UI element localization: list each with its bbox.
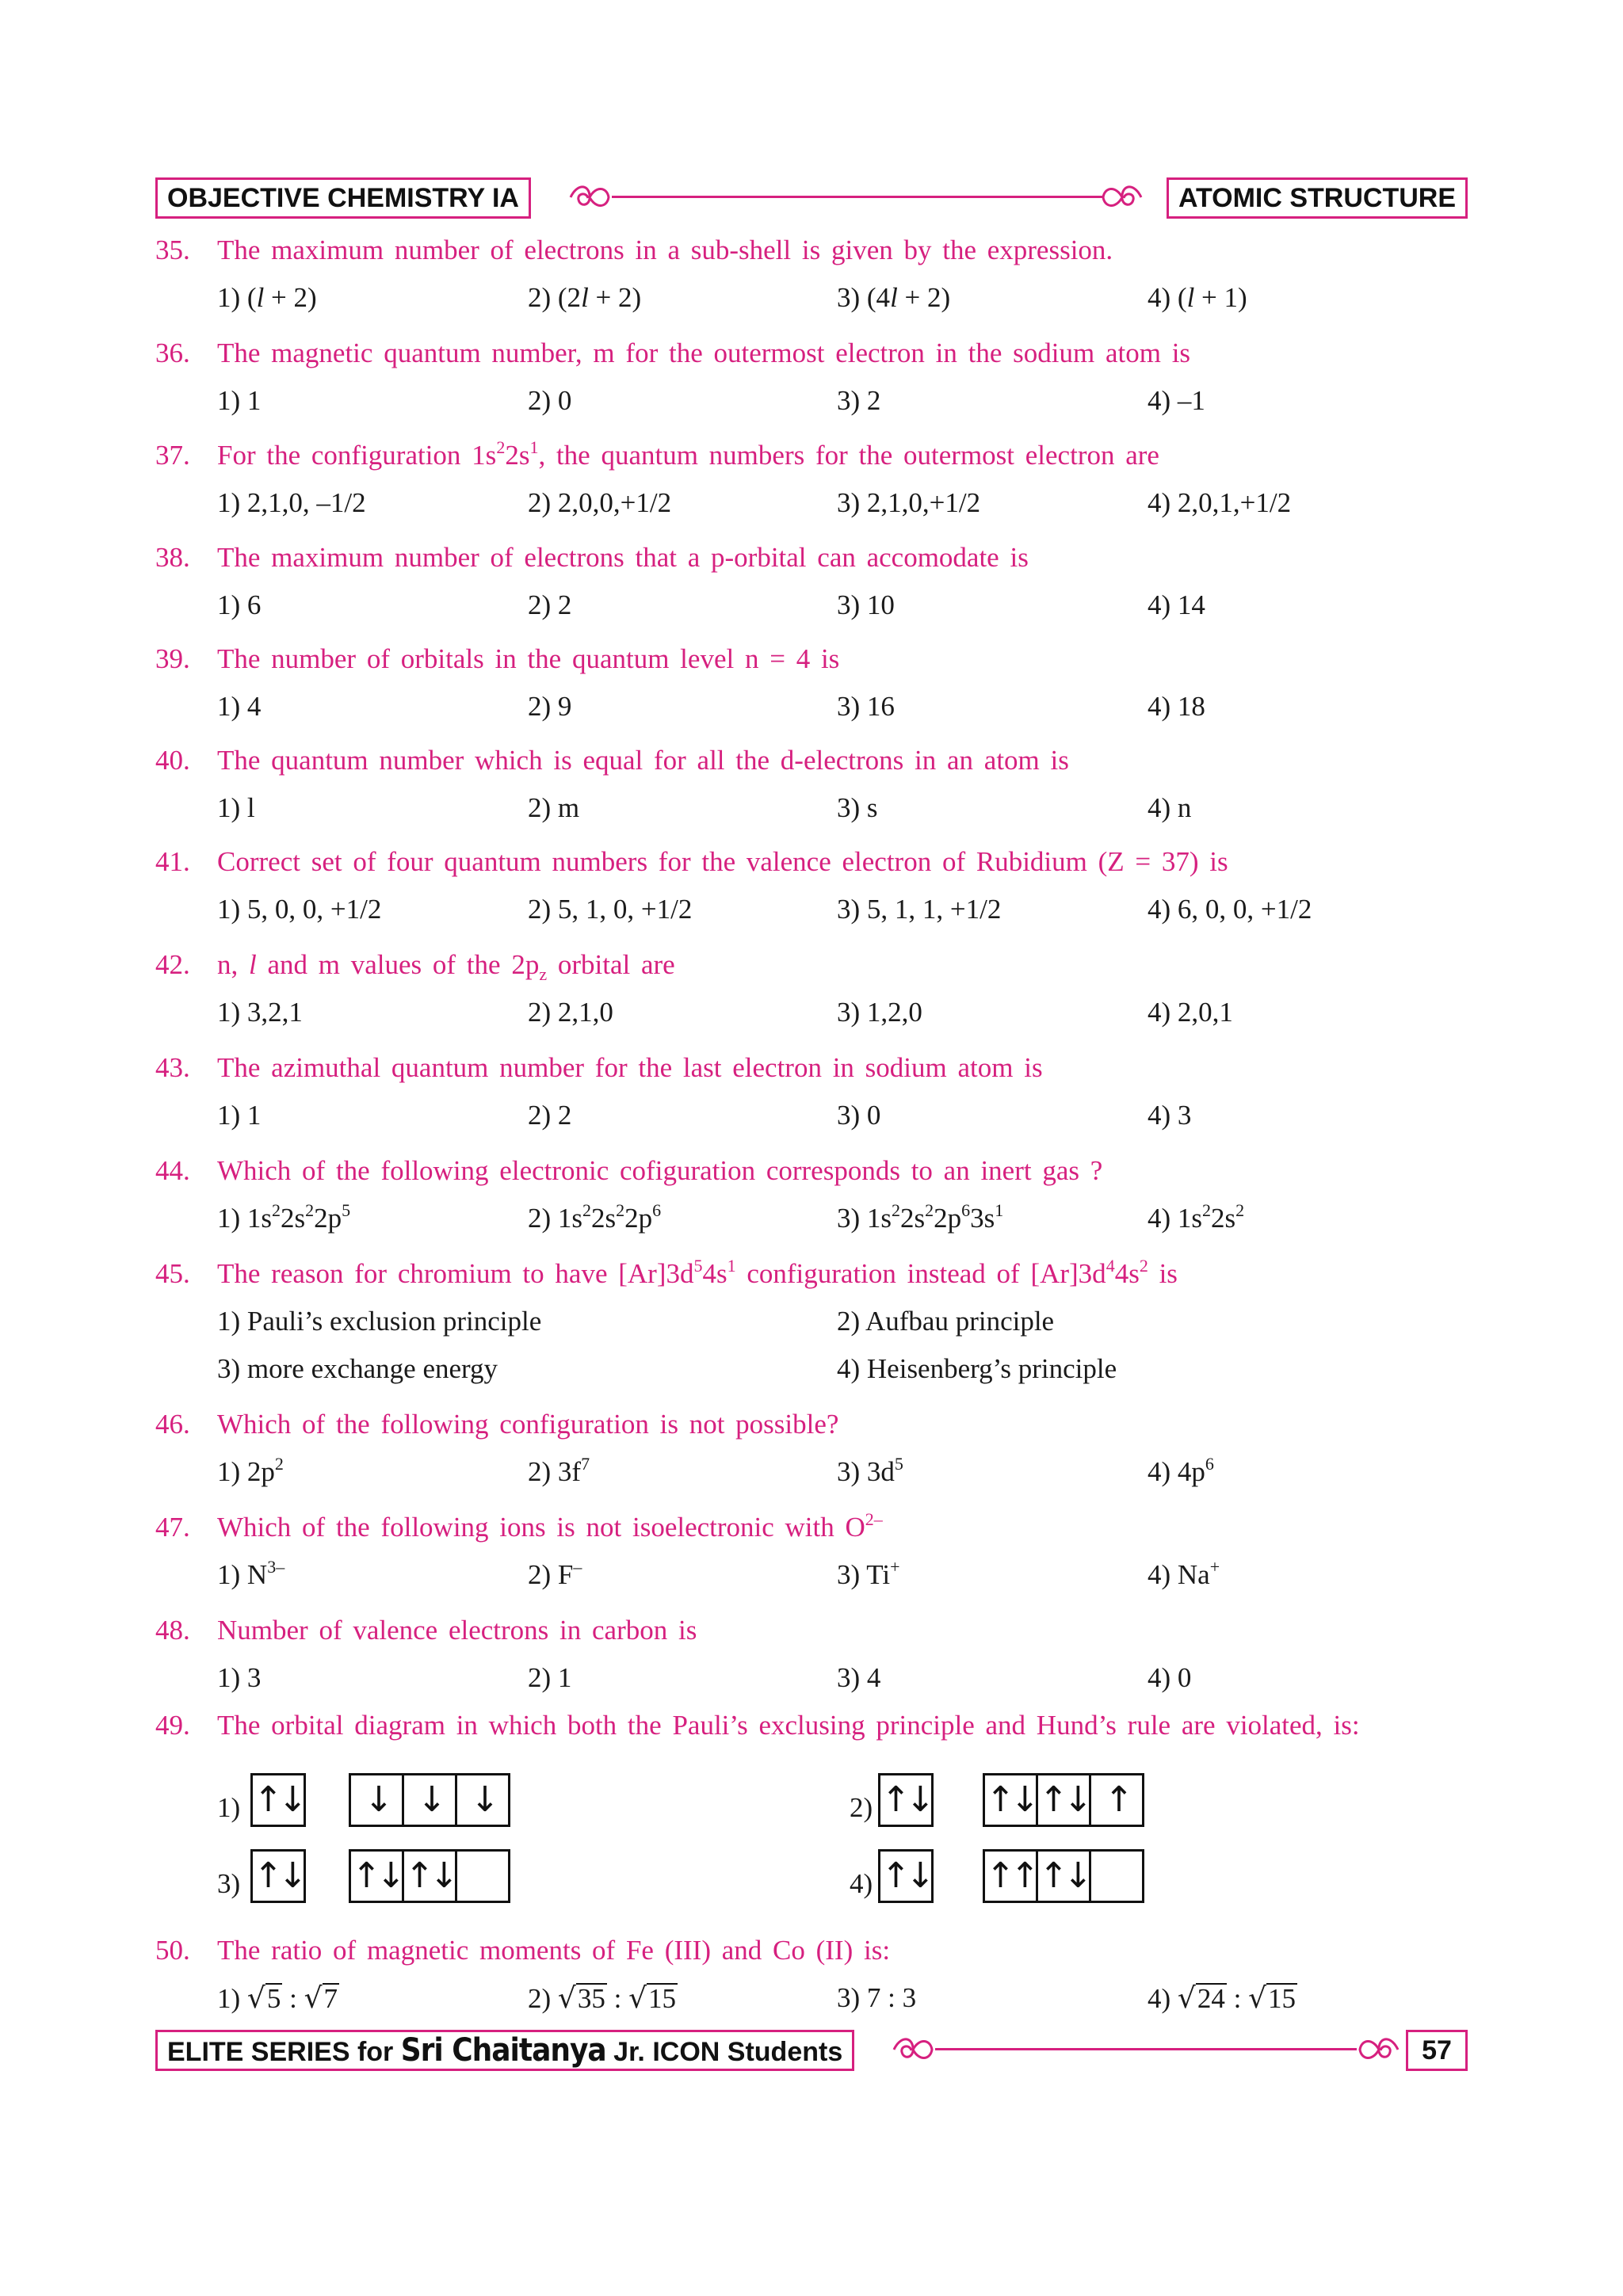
question-number: 41. xyxy=(155,846,190,877)
question-text: Correct set of four quantum numbers for the valence electron of Rubidium (Z = 37) is xyxy=(217,846,1228,877)
page-header xyxy=(155,177,1468,217)
question-44 xyxy=(155,1155,1471,1203)
option: 1) Pauli’s exclusion principle xyxy=(217,1306,542,1337)
option: 3) more exchange energy xyxy=(217,1353,498,1384)
option: 3) 10 xyxy=(837,589,895,620)
options-38 xyxy=(155,589,1471,637)
option: 2) 2,0,0,+1/2 xyxy=(528,487,672,518)
ornament-icon xyxy=(891,2030,935,2069)
question-41 xyxy=(155,846,1471,894)
option: 3) 0 xyxy=(837,1100,881,1131)
sqrt-icon: √ xyxy=(557,1982,576,2015)
orbital-cell: ↑↓ xyxy=(1038,1775,1091,1825)
option-label: 1) xyxy=(217,1792,241,1823)
option: 2) (2l + 2) xyxy=(528,282,642,313)
option: 2) 9 xyxy=(528,691,572,722)
question-list xyxy=(155,235,1471,2030)
option: 2) 2 xyxy=(528,589,572,620)
question-text: For the configuration $1s^22s^1$, the quantum numbers for the outermost electron are xyxy=(217,437,1159,471)
orbital-p-boxes xyxy=(983,1773,1144,1827)
sqrt-icon: √ xyxy=(304,1982,323,2015)
option: 3) 1,2,0 xyxy=(837,997,922,1028)
ornament-icon xyxy=(1100,177,1144,217)
question-text: The reason for chromium to have $[Ar]3d^54s^1$ configuration instead of $[Ar]3d^44s^2$ is xyxy=(217,1256,1178,1289)
options-36 xyxy=(155,385,1471,433)
header-chapter-title: ATOMIC STRUCTURE xyxy=(1167,177,1468,219)
options-42 xyxy=(155,997,1471,1044)
question-48 xyxy=(155,1615,1471,1662)
footer-rule xyxy=(935,2048,1357,2050)
orbital-cell: ↑ xyxy=(1104,1779,1129,1820)
question-text: Which of the following electronic cofiguration corresponds to an inert gas ? xyxy=(217,1155,1103,1186)
orbital-cell: ↑↓ xyxy=(254,1779,303,1820)
sqrt-icon: √ xyxy=(246,1982,265,2015)
footer-prefix: ELITE SERIES for xyxy=(167,2037,394,2067)
orbital-cell: ↑↓ xyxy=(404,1852,457,1901)
option: 1) 2,1,0, –1/2 xyxy=(217,487,366,518)
option: 4) 2,0,1,+1/2 xyxy=(1148,487,1292,518)
question-38 xyxy=(155,542,1471,589)
orbital-cell: ↑↓ xyxy=(254,1855,303,1896)
option-number: 2) xyxy=(528,1983,552,2014)
option: 1) $1s^22s^22p^5$ xyxy=(217,1200,351,1234)
options-46 xyxy=(155,1456,1471,1504)
question-36 xyxy=(155,338,1471,385)
sqrt-icon: √ xyxy=(1177,1982,1196,2015)
option: 1) √5 : √7 xyxy=(217,1982,338,2015)
options-45a xyxy=(155,1306,1471,1353)
question-37 xyxy=(155,437,1471,487)
option: 3) 7 : 3 xyxy=(837,1982,917,2013)
orbital-cell: ↑↓ xyxy=(881,1779,930,1820)
options-39 xyxy=(155,691,1471,738)
option: 2) 2,1,0 xyxy=(528,997,613,1028)
option: 4) n xyxy=(1148,792,1192,823)
question-text: Which of the following ions is not isoelectronic with $O^{2-}$ xyxy=(217,1509,883,1543)
footer-suffix: Jr. ICON Students xyxy=(613,2037,843,2067)
orbital-cell xyxy=(457,1852,508,1901)
orbital-s-box xyxy=(250,1849,306,1903)
question-number: 42. xyxy=(155,949,190,980)
question-text: The quantum number which is equal for all the d-electrons in an atom is xyxy=(217,745,1069,776)
question-number: 38. xyxy=(155,542,190,573)
option: 4) $4p^6$ xyxy=(1148,1454,1214,1487)
orbital-s-box xyxy=(878,1849,934,1903)
options-50 xyxy=(155,1982,1471,2030)
question-number: 39. xyxy=(155,643,190,674)
radicand: 15 xyxy=(648,1983,677,2014)
options-48 xyxy=(155,1662,1471,1710)
orbital-cell: ↑↓ xyxy=(351,1852,404,1901)
question-40 xyxy=(155,745,1471,792)
header-book-title: OBJECTIVE CHEMISTRY IA xyxy=(155,177,531,219)
orbital-cell: ↑↓ xyxy=(1038,1852,1091,1901)
option: 2) 2 xyxy=(528,1100,572,1131)
question-number: 50. xyxy=(155,1935,190,1966)
option: 4) 14 xyxy=(1148,589,1205,620)
option: 2) 0 xyxy=(528,385,572,416)
option-number: 4) xyxy=(1148,1983,1171,2014)
question-35 xyxy=(155,235,1471,282)
footer-series-title xyxy=(155,2030,854,2071)
question-number: 36. xyxy=(155,338,190,368)
question-text: The number of orbitals in the quantum level n = 4 is xyxy=(217,643,840,674)
orbital-p-boxes xyxy=(349,1849,510,1903)
question-number: 46. xyxy=(155,1409,190,1440)
orbital-s-box xyxy=(878,1773,934,1827)
header-rule xyxy=(612,196,1103,198)
orbital-p-boxes xyxy=(983,1849,1144,1903)
options-41 xyxy=(155,894,1471,941)
option: 4) (l + 1) xyxy=(1148,282,1247,313)
question-50 xyxy=(155,1935,1471,1982)
orbital-p-boxes xyxy=(349,1773,510,1827)
option: 2) 1 xyxy=(528,1662,572,1693)
orbital-diagram-row xyxy=(155,1849,1471,1925)
options-35 xyxy=(155,282,1471,330)
question-text: Which of the following configuration is not possible? xyxy=(217,1409,839,1440)
option: 3) Ti+ xyxy=(837,1557,900,1590)
option: 2) 5, 1, 0, +1/2 xyxy=(528,894,693,925)
options-47 xyxy=(155,1559,1471,1607)
question-number: 44. xyxy=(155,1155,190,1186)
option: 2) Aufbau principle xyxy=(837,1306,1055,1337)
orbital-cell: ↑↓ xyxy=(985,1775,1038,1825)
question-number: 37. xyxy=(155,440,190,471)
option: 4) √24 : √15 xyxy=(1148,1982,1296,2015)
question-number: 45. xyxy=(155,1258,190,1289)
options-45b xyxy=(155,1353,1471,1401)
option: 1) 5, 0, 0, +1/2 xyxy=(217,894,382,925)
option: 1) 1 xyxy=(217,385,262,416)
radicand: 15 xyxy=(1268,1983,1296,2014)
question-39 xyxy=(155,643,1471,691)
option: 2) $3f^7$ xyxy=(528,1454,590,1487)
option: 1) 4 xyxy=(217,691,262,722)
option-label: 3) xyxy=(217,1868,241,1899)
option-label: 4) xyxy=(850,1868,873,1899)
option: 4) $1s^22s^2$ xyxy=(1148,1200,1245,1234)
option: 4) Heisenberg’s principle xyxy=(837,1353,1117,1384)
option: 2) m xyxy=(528,792,580,823)
orbital-cell: ↑↓ xyxy=(881,1855,930,1896)
options-40 xyxy=(155,792,1471,840)
orbital-cell: ↓ xyxy=(351,1775,404,1825)
option: 1) 3 xyxy=(217,1662,262,1693)
option: 3) s xyxy=(837,792,878,823)
question-number: 43. xyxy=(155,1052,190,1083)
question-text: The azimuthal quantum number for the last electron in sodium atom is xyxy=(217,1052,1043,1083)
option: 4) 0 xyxy=(1148,1662,1192,1693)
orbital-cell: ↑↑ xyxy=(985,1852,1038,1901)
question-46 xyxy=(155,1409,1471,1456)
brand-logo-text: Sri Chaitanya xyxy=(400,2032,606,2069)
option: 3) (4l + 2) xyxy=(837,282,951,313)
question-49 xyxy=(155,1710,1471,1757)
question-text: The maximum number of electrons that a p-orbital can accomodate is xyxy=(217,542,1029,573)
radicand: 7 xyxy=(323,1983,338,2014)
option: 4) –1 xyxy=(1148,385,1205,416)
question-47 xyxy=(155,1509,1471,1559)
option: 1) $N^{3-}$ xyxy=(217,1557,285,1590)
orbital-cell: ↓ xyxy=(470,1779,495,1820)
options-44 xyxy=(155,1200,1471,1250)
ornament-icon xyxy=(567,177,612,217)
question-number: 35. xyxy=(155,235,190,265)
option: 2) √35 : √15 xyxy=(528,1982,677,2015)
option: 3) $1s^22s^22p^63s^1$ xyxy=(837,1200,1004,1234)
option: 3) $3d^5$ xyxy=(837,1454,903,1487)
option-label: 2) xyxy=(850,1792,873,1823)
question-text: Number of valence electrons in carbon is xyxy=(217,1615,697,1646)
option: 3) 2 xyxy=(837,385,881,416)
option: 1) l xyxy=(217,792,255,823)
option: 2) F– xyxy=(528,1557,582,1590)
options-43 xyxy=(155,1100,1471,1147)
orbital-s-box xyxy=(250,1773,306,1827)
option: 4) 6, 0, 0, +1/2 xyxy=(1148,894,1312,925)
page-footer xyxy=(155,2030,1468,2069)
ornament-icon xyxy=(1357,2030,1401,2069)
sqrt-icon: √ xyxy=(628,1982,647,2015)
question-text: n, l and m values of the $2p_z$ orbital are xyxy=(217,949,675,984)
question-45 xyxy=(155,1258,1471,1306)
option: 2) $1s^22s^22p^6$ xyxy=(528,1200,662,1234)
option: 1) $2p^2$ xyxy=(217,1454,284,1487)
radicand: 5 xyxy=(266,1983,281,2014)
question-number: 47. xyxy=(155,1512,190,1543)
question-43 xyxy=(155,1052,1471,1100)
option: 1) 1 xyxy=(217,1100,262,1131)
page-number: 57 xyxy=(1406,2030,1468,2071)
orbital-cell: ↓ xyxy=(404,1775,457,1825)
radicand: 35 xyxy=(577,1983,605,2014)
question-number: 40. xyxy=(155,745,190,776)
question-text: The maximum number of electrons in a sub-shell is given by the expression. xyxy=(217,235,1113,265)
option: 4) 18 xyxy=(1148,691,1205,722)
option-number: 1) xyxy=(217,1983,241,2014)
question-text: The orbital diagram in which both the Pauli’s exclusing principle and Hund’s rule are violated, is: xyxy=(217,1710,1360,1741)
question-text: The magnetic quantum number, m for the outermost electron in the sodium atom is xyxy=(217,338,1191,368)
option: 3) 5, 1, 1, +1/2 xyxy=(837,894,1002,925)
sqrt-icon: √ xyxy=(1248,1982,1267,2015)
question-text: The ratio of magnetic moments of Fe (III) and Co (II) is: xyxy=(217,1935,891,1966)
option: 4) Na+ xyxy=(1148,1557,1220,1590)
question-number: 48. xyxy=(155,1615,190,1646)
option: 4) 3 xyxy=(1148,1100,1192,1131)
option: 1) (l + 2) xyxy=(217,282,317,313)
orbital-diagram-row xyxy=(155,1773,1471,1849)
option: 4) 2,0,1 xyxy=(1148,997,1233,1028)
option: 3) 4 xyxy=(837,1662,881,1693)
orbital-cell xyxy=(1091,1852,1142,1901)
options-37 xyxy=(155,487,1471,535)
option: 3) 2,1,0,+1/2 xyxy=(837,487,981,518)
option: 1) 3,2,1 xyxy=(217,997,303,1028)
option: 3) 16 xyxy=(837,691,895,722)
radicand: 24 xyxy=(1197,1983,1225,2014)
option: 1) 6 xyxy=(217,589,262,620)
question-42 xyxy=(155,949,1471,997)
question-number: 49. xyxy=(155,1710,190,1741)
